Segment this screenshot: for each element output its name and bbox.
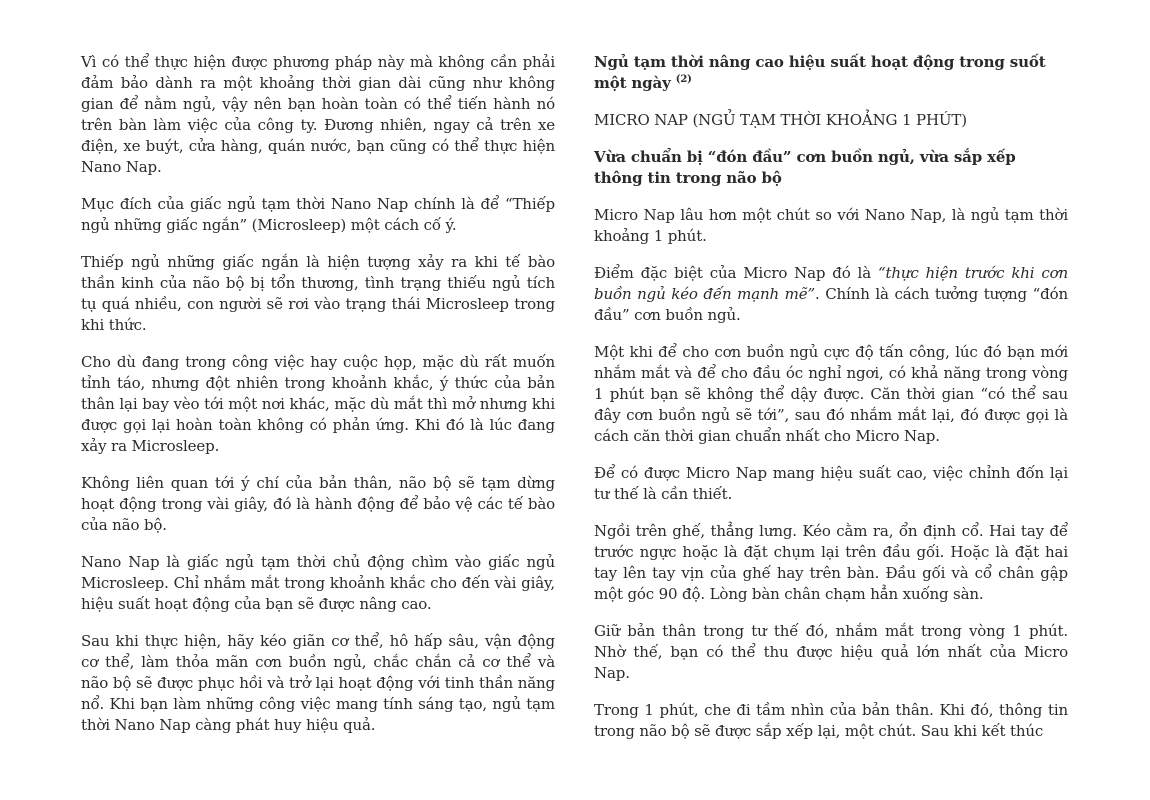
- paragraph: Vì có thể thực hiện được phương pháp này mà không cần phải đảm bảo dành ra một khoảng thời gian dài cũng như không gian để nằm ngủ, vậy nên bạn hoàn toàn có thể tiến hành nó trên bàn làm việc của công ty. Đương nhiên, ngay cả trên xe điện, xe buýt, cửa hàng, quán nước, bạn cũng có thể thực hiện Nano Nap.: [81, 53, 555, 176]
- paragraph: Không liên quan tới ý chí của bản thân, não bộ sẽ tạm dừng hoạt động trong vài giây, đó là hành động để bảo vệ các tế bào của não bộ.: [81, 474, 555, 534]
- paragraph: Một khi để cho cơn buồn ngủ cực độ tấn công, lúc đó bạn mới nhắm mắt và để cho đầu óc nghỉ ngơi, có khả năng trong vòng 1 phút bạn sẽ không thể dậy được. Căn thời gian “có thể sau đây cơn buồn ngủ sẽ tới”, sau đó nhắm mắt lại, đó được gọi là cách căn thời gian chuẩn nhất cho Micro Nap.: [594, 343, 1068, 445]
- paragraph: [594, 263, 1068, 326]
- paragraph: Thiếp ngủ những giấc ngắn là hiện tượng xảy ra khi tế bào thần kinh của não bộ bị tổn thương, tình trạng thiếu ngủ tích tụ quá nhiều, con người sẽ rơi vào trạng thái Microsleep trong khi thức.: [81, 253, 555, 334]
- paragraph: Ngồi trên ghế, thẳng lưng. Kéo cằm ra, ổn định cổ. Hai tay để trước ngực hoặc là đặt chụm lại trên đầu gối. Hoặc là đặt hai tay lên tay vịn của ghế hay trên bàn. Đầu gối và cổ chân gập một góc 90 độ. Lòng bàn chân chạm hẳn xuống sàn.: [594, 522, 1068, 603]
- paragraph: Cho dù đang trong công việc hay cuộc họp, mặc dù rất muốn tỉnh táo, nhưng đột nhiên trong khoảnh khắc, ý thức của bản thân lại bay vèo tới một nơi khác, mặc dù mắt thì mở nhưng khi được gọi lại hoàn toàn không có phản ứng. Khi đó là lúc đang xảy ra Microsleep.: [81, 353, 555, 455]
- section-heading-text: Ngủ tạm thời nâng cao hiệu suất hoạt động trong suốt một ngày: [594, 53, 1046, 92]
- paragraph: Để có được Micro Nap mang hiệu suất cao, việc chỉnh đốn lại tư thế là cần thiết.: [594, 464, 1068, 503]
- section-subtitle: MICRO NAP (NGỦ TẠM THỜI KHOẢNG 1 PHÚT): [594, 111, 967, 129]
- paragraph: Giữ bản thân trong tư thế đó, nhắm mắt trong vòng 1 phút. Nhờ thế, bạn có thể thu được hiệu quả lớn nhất của Micro Nap.: [594, 622, 1068, 682]
- paragraph: Trong 1 phút, che đi tầm nhìn của bản thân. Khi đó, thông tin trong não bộ sẽ được sắp xếp lại, một chút. Sau khi kết thúc: [594, 701, 1068, 740]
- paragraph: Mục đích của giấc ngủ tạm thời Nano Nap chính là để “Thiếp ngủ những giấc ngắn” (Microsleep) một cách cố ý.: [81, 195, 555, 234]
- section-heading: [594, 52, 1068, 94]
- paragraph: Nano Nap là giấc ngủ tạm thời chủ động chìm vào giấc ngủ Microsleep. Chỉ nhắm mắt trong khoảnh khắc cho đến vài giây, hiệu suất hoạt động của bạn sẽ được nâng cao.: [81, 553, 555, 613]
- paragraph: Micro Nap lâu hơn một chút so với Nano Nap, là ngủ tạm thời khoảng 1 phút.: [594, 206, 1068, 245]
- italic-quote: “thực hiện trước khi cơn buồn ngủ kéo đến mạnh mẽ”: [594, 264, 1068, 303]
- paragraph: Sau khi thực hiện, hãy kéo giãn cơ thể, hô hấp sâu, vận động cơ thể, làm thỏa mãn cơn buồn ngủ, chắc chắn cả cơ thể và não bộ sẽ được phục hồi và trở lại hoạt động với tinh thần năng nổ. Khi bạn làm những công việc mang tính sáng tạo, ngủ tạm thời Nano Nap càng phát huy hiệu quả.: [81, 632, 555, 734]
- paragraph-text: Điểm đặc biệt của Micro Nap đó là: [594, 264, 878, 282]
- footnote-ref: (2): [675, 74, 692, 85]
- paragraph-text: . Chính là cách tưởng tượng “đón đầu” cơn buồn ngủ.: [594, 285, 1068, 324]
- right-column: [594, 52, 1068, 758]
- left-column: [81, 52, 555, 752]
- sub-heading: Vừa chuẩn bị “đón đầu” cơn buồn ngủ, vừa sắp xếp thông tin trong não bộ: [594, 148, 1016, 187]
